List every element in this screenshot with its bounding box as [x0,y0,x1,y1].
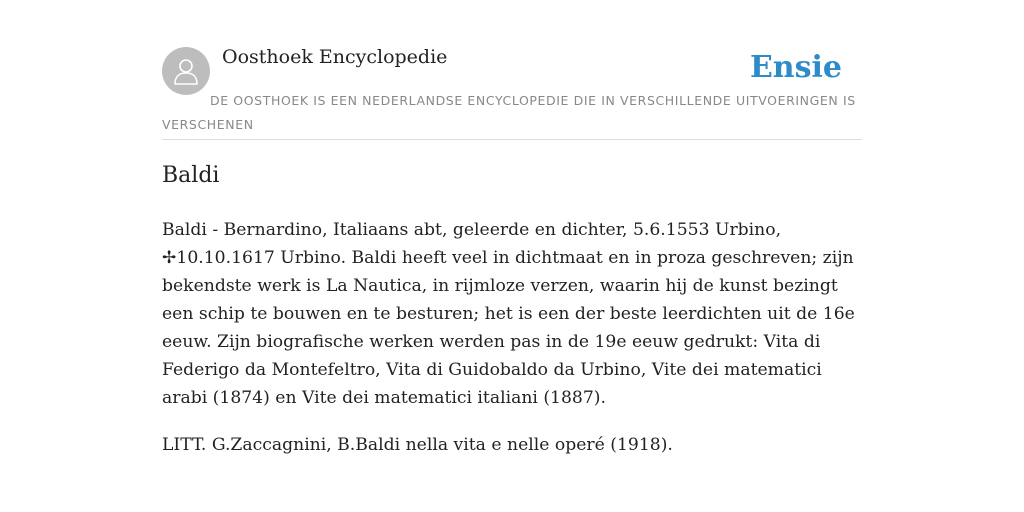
person-icon [172,56,200,86]
article-literature: LITT. G.Zaccagnini, B.Baldi nella vita e nelle operé (1918). [162,435,673,455]
brand-logo[interactable]: Ensie [749,50,842,85]
page [162,0,862,455]
article-body: Baldi - Bernardino, Italiaans abt, geleerde en dichter, 5.6.1553 Urbino, ✢10.10.1617 Urbino. Baldi heeft veel in dichtmaat en in proza geschreven; zijn bekendste werk is La Nautica, in rijmloze verzen, waarin hij de kunst bezingt een schip te bouwen en te besturen; het is een der beste leerdichten uit de 16e eeuw. Zijn biografische werken werden pas in de 19e eeuw gedrukt: Vita di Federigo da Montefeltro, Vita di Guidobaldo da Urbino, Vite dei matematici arabi (1874) en Vite dei matematici italiani (1887). [162,220,855,408]
site-header [162,0,862,140]
site-title[interactable]: Oosthoek Encyclopedie [222,46,448,68]
user-avatar-icon[interactable] [162,47,210,95]
site-tagline: DE OOSTHOEK IS EEN NEDERLANDSE ENCYCLOPEDIE DIE IN VERSCHILLENDE UITVOERINGEN IS VERSCHENEN [162,93,856,132]
article-title: Baldi [162,163,220,188]
